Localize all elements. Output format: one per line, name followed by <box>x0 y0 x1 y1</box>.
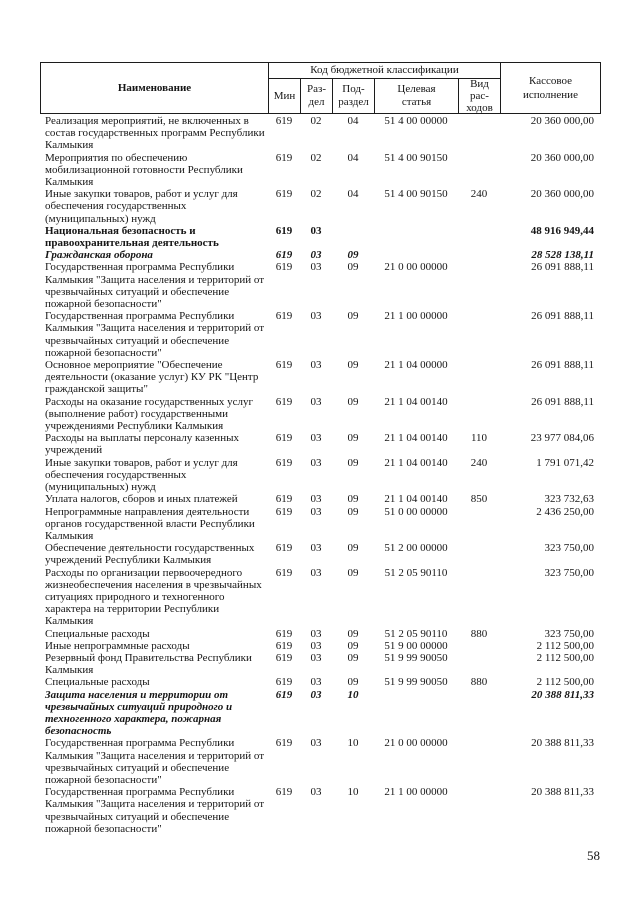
row-name-line: Калмыкия <box>45 139 94 152</box>
row-expense-type <box>458 359 500 396</box>
row-name-line: обеспечения государственных <box>45 468 187 481</box>
row-amount: 23 977 084,06 <box>530 432 594 445</box>
column-header-amount-line: исполнение <box>523 89 578 101</box>
row-name-line: ситуациях природного и техногенного <box>45 590 225 603</box>
row-target-article: 51 2 05 90110 <box>384 627 448 640</box>
row-razdel: 03 <box>310 566 322 579</box>
row-podrazdel: 04 <box>347 115 359 127</box>
column-header-podrazdel-line: Под- <box>342 83 365 95</box>
row-name-line: безопасность <box>45 725 112 738</box>
column-header-target-article-line: Целевая <box>397 83 436 95</box>
row-expense-type <box>458 310 500 359</box>
row-target-article: 21 1 00 00000 <box>384 310 448 323</box>
row-name <box>40 396 268 433</box>
row-expense-type <box>458 249 500 261</box>
row-target-article: 51 4 00 90150 <box>384 188 448 201</box>
row-min: 619 <box>275 432 293 445</box>
row-name <box>40 432 268 456</box>
row-target-article: 51 4 00 00000 <box>384 115 448 127</box>
row-min: 619 <box>275 310 293 323</box>
row-amount: 28 528 138,11 <box>531 249 594 262</box>
row-target-article <box>374 225 458 249</box>
row-razdel: 03 <box>310 395 322 408</box>
column-header-expense-type <box>459 79 500 113</box>
row-name <box>40 261 268 310</box>
row-razdel: 03 <box>310 542 322 555</box>
column-group-budget-code-label: Код бюджетной классификации <box>310 64 459 76</box>
row-expense-type <box>458 786 500 835</box>
row-expense-type <box>458 225 500 249</box>
row-razdel: 03 <box>310 505 322 518</box>
row-razdel: 03 <box>310 688 322 701</box>
table-row <box>40 261 600 310</box>
row-expense-type <box>458 640 500 652</box>
row-expense-type <box>458 396 500 433</box>
row-razdel: 03 <box>310 456 322 469</box>
row-amount: 2 112 500,00 <box>536 639 594 652</box>
row-name <box>40 225 268 249</box>
row-min: 619 <box>275 115 293 127</box>
row-name-line: Обеспечение деятельности государственных <box>45 542 255 555</box>
column-header-razdel-line: Раз- <box>306 83 326 95</box>
row-razdel: 02 <box>310 115 322 127</box>
column-header-razdel <box>301 79 332 113</box>
row-target-article: 21 1 04 00140 <box>384 432 448 445</box>
row-target-article: 51 0 00 00000 <box>384 505 448 518</box>
row-min: 619 <box>275 395 293 408</box>
row-razdel: 02 <box>310 151 322 164</box>
row-name-line: Специальные расходы <box>45 627 150 640</box>
row-name-line: техногенного характера, пожарная <box>45 712 222 725</box>
row-name-line: Непрограммные направления деятельности <box>45 505 250 518</box>
row-name-line: Мероприятия по обеспечению <box>45 151 188 164</box>
row-amount: 323 750,00 <box>544 566 594 579</box>
row-name-line: мобилизационной готовности Республики <box>45 163 243 176</box>
row-name <box>40 506 268 543</box>
row-min: 619 <box>275 188 293 201</box>
page-number: 58 <box>587 848 600 863</box>
row-podrazdel: 09 <box>347 432 359 445</box>
row-name <box>40 652 268 676</box>
row-name-line: пожарной безопасности" <box>45 773 162 786</box>
row-name-line: учреждениями Республики Калмыкия <box>45 420 224 433</box>
column-header-podrazdel <box>333 79 374 113</box>
row-target-article: 51 9 00 00000 <box>384 639 448 652</box>
table-row <box>40 628 600 640</box>
row-amount: 26 091 888,11 <box>531 261 594 274</box>
row-amount: 1 791 071,42 <box>536 456 594 469</box>
row-amount: 20 388 811,33 <box>531 688 594 701</box>
table-row <box>40 689 600 738</box>
row-podrazdel: 09 <box>347 456 359 469</box>
row-name <box>40 457 268 494</box>
table-row <box>40 115 600 152</box>
row-podrazdel: 09 <box>347 627 359 640</box>
row-expense-type <box>458 261 500 310</box>
table-row <box>40 457 600 494</box>
row-podrazdel: 10 <box>347 737 359 750</box>
budget-table-body <box>40 115 600 835</box>
row-name <box>40 310 268 359</box>
row-min: 619 <box>275 639 293 652</box>
row-name-line: Государственная программа Республики <box>45 737 235 750</box>
row-target-article: 51 2 05 90110 <box>384 566 448 579</box>
row-name <box>40 542 268 566</box>
table-row <box>40 359 600 396</box>
row-min: 619 <box>275 688 293 701</box>
row-name-line: чрезвычайных ситуаций и обеспечение <box>45 810 230 823</box>
row-amount: 48 916 949,44 <box>530 224 594 237</box>
row-amount: 323 750,00 <box>544 542 594 555</box>
row-name-line: органов государственной власти Республики <box>45 517 255 530</box>
row-podrazdel: 09 <box>347 359 359 372</box>
row-amount: 20 360 000,00 <box>530 188 594 201</box>
row-podrazdel: 09 <box>347 310 359 323</box>
row-name-line: Уплата налогов, сборов и иных платежей <box>45 493 238 506</box>
row-target-article: 21 1 00 00000 <box>384 786 448 799</box>
row-name-line: Государственная программа Республики <box>45 786 235 799</box>
row-name <box>40 567 268 628</box>
row-target-article: 21 0 00 00000 <box>384 737 448 750</box>
column-header-name <box>41 63 268 113</box>
row-razdel: 03 <box>310 786 322 799</box>
row-name-line: Калмыкия "Защита населения и территорий от <box>45 273 265 286</box>
row-expense-type <box>458 152 500 189</box>
row-podrazdel: 10 <box>347 786 359 799</box>
row-razdel: 03 <box>310 249 322 262</box>
row-expense-type <box>458 506 500 543</box>
row-name-line: Расходы на оказание государственных услуг <box>45 395 253 408</box>
row-target-article: 21 1 04 00000 <box>384 359 448 372</box>
row-name-line: Калмыкия <box>45 615 94 628</box>
row-razdel: 03 <box>310 359 322 372</box>
row-razdel: 03 <box>310 737 322 750</box>
column-header-podrazdel-line: раздел <box>338 96 369 108</box>
row-target-article: 51 9 99 90050 <box>384 651 448 664</box>
row-name <box>40 115 268 152</box>
row-amount: 26 091 888,11 <box>531 310 594 323</box>
row-min: 619 <box>275 505 293 518</box>
row-podrazdel: 09 <box>347 493 359 506</box>
table-row <box>40 249 600 261</box>
column-group-budget-code <box>269 63 500 78</box>
row-name-line: Расходы по организации первоочередного <box>45 566 243 579</box>
row-expense-type: 240 <box>470 188 488 201</box>
row-target-article <box>374 689 458 738</box>
row-name-line: (муниципальных) нужд <box>45 481 156 494</box>
row-target-article: 21 1 04 00140 <box>384 493 448 506</box>
row-expense-type <box>458 652 500 676</box>
table-row <box>40 652 600 676</box>
row-amount: 20 388 811,33 <box>531 786 594 799</box>
row-name-line: Гражданская оборона <box>45 249 153 262</box>
row-name <box>40 152 268 189</box>
row-name-line: правоохранительная деятельность <box>45 237 219 250</box>
header-rule-bottom <box>40 113 601 114</box>
row-razdel: 03 <box>310 432 322 445</box>
row-min: 619 <box>275 676 293 689</box>
row-name <box>40 249 268 261</box>
row-name-line: гражданской защиты" <box>45 383 148 396</box>
row-expense-type <box>458 542 500 566</box>
row-expense-type: 880 <box>470 627 488 640</box>
row-min: 619 <box>275 359 293 372</box>
row-razdel: 02 <box>310 188 322 201</box>
column-header-target-article-line: статья <box>401 96 432 108</box>
row-expense-type: 110 <box>470 432 488 445</box>
row-expense-type <box>458 737 500 786</box>
row-name-line: жизнеобеспечения населения в чрезвычайных <box>45 578 262 591</box>
row-podrazdel: 09 <box>347 542 359 555</box>
row-amount: 26 091 888,11 <box>531 359 594 372</box>
row-razdel: 03 <box>310 261 322 274</box>
row-amount: 26 091 888,11 <box>531 395 594 408</box>
table-row <box>40 567 600 628</box>
row-name <box>40 359 268 396</box>
row-name <box>40 628 268 640</box>
row-name-line: Калмыкия <box>45 176 94 189</box>
table-row <box>40 542 600 566</box>
row-target-article: 21 1 04 00140 <box>384 395 448 408</box>
row-amount: 20 360 000,00 <box>530 151 594 164</box>
row-min: 619 <box>275 151 293 164</box>
row-target-article: 51 9 99 90050 <box>384 676 448 689</box>
row-podrazdel: 09 <box>347 505 359 518</box>
header-rule-right <box>600 62 601 114</box>
row-expense-type: 240 <box>470 456 488 469</box>
row-min: 619 <box>275 651 293 664</box>
row-razdel: 03 <box>310 310 322 323</box>
row-name-line: Калмыкия "Защита населения и территорий от <box>45 798 265 811</box>
table-row <box>40 225 600 249</box>
table-row <box>40 786 600 835</box>
row-target-article: 51 2 00 00000 <box>384 542 448 555</box>
table-row <box>40 152 600 189</box>
row-amount: 323 732,63 <box>544 493 594 506</box>
row-name <box>40 689 268 738</box>
row-podrazdel: 09 <box>347 566 359 579</box>
row-name-line: Калмыкия "Защита населения и территорий от <box>45 322 265 335</box>
row-amount: 323 750,00 <box>544 627 594 640</box>
row-name <box>40 188 268 225</box>
row-name-line: Расходы на выплаты персоналу казенных <box>45 432 239 445</box>
row-min: 619 <box>275 261 293 274</box>
row-name-line: чрезвычайных ситуаций и обеспечение <box>45 334 230 347</box>
column-header-expense-type-line: Вид <box>470 78 489 90</box>
row-name-line: Иные закупки товаров, работ и услуг для <box>45 456 238 469</box>
row-name <box>40 640 268 652</box>
row-amount: 20 360 000,00 <box>530 115 594 127</box>
row-name-line: состав государственных программ Республики <box>45 127 265 140</box>
table-row <box>40 396 600 433</box>
table-row <box>40 188 600 225</box>
row-name-line: Калмыкия <box>45 529 94 542</box>
row-podrazdel <box>332 225 374 249</box>
row-name-line: обеспечения государственных <box>45 200 187 213</box>
row-amount: 2 436 250,00 <box>536 505 594 518</box>
row-name-line: пожарной безопасности" <box>45 346 162 359</box>
row-razdel: 03 <box>310 224 322 237</box>
row-name <box>40 737 268 786</box>
row-amount: 20 388 811,33 <box>531 737 594 750</box>
row-name-line: Основное мероприятие "Обеспечение <box>45 359 223 372</box>
row-name-line: Иные непрограммные расходы <box>45 639 190 652</box>
row-amount: 2 112 500,00 <box>536 651 594 664</box>
row-podrazdel: 04 <box>347 151 359 164</box>
row-expense-type <box>458 689 500 738</box>
row-min: 619 <box>275 566 293 579</box>
row-name-line: Специальные расходы <box>45 676 150 689</box>
row-min: 619 <box>275 786 293 799</box>
row-name-line: чрезвычайных ситуаций и обеспечение <box>45 761 230 774</box>
row-min: 619 <box>275 493 293 506</box>
row-name <box>40 493 268 505</box>
row-name-line: деятельности (оказание услуг) КУ РК "Центр <box>45 371 259 384</box>
column-header-expense-type-line: рас- <box>470 90 489 102</box>
row-name-line: характера на территории Республики <box>45 603 220 616</box>
column-header-razdel-line: дел <box>308 96 325 108</box>
table-row <box>40 310 600 359</box>
row-razdel: 03 <box>310 493 322 506</box>
column-header-expense-type-line: ходов <box>466 102 493 114</box>
row-podrazdel: 09 <box>347 676 359 689</box>
row-name-line: Государственная программа Республики <box>45 310 235 323</box>
row-expense-type <box>458 567 500 628</box>
row-amount: 2 112 500,00 <box>536 676 594 689</box>
row-target-article: 51 4 00 90150 <box>384 151 448 164</box>
row-expense-type <box>458 115 500 152</box>
row-podrazdel: 04 <box>347 188 359 201</box>
row-expense-type: 880 <box>470 676 488 689</box>
row-name-line: (выполнение работ) государственными <box>45 407 228 420</box>
row-podrazdel: 09 <box>347 261 359 274</box>
row-target-article: 21 0 00 00000 <box>384 261 448 274</box>
table-row <box>40 737 600 786</box>
row-podrazdel: 09 <box>347 249 359 262</box>
row-min: 619 <box>275 249 293 262</box>
row-name-line: Национальная безопасность и <box>45 224 196 237</box>
row-name <box>40 676 268 688</box>
row-podrazdel: 09 <box>347 395 359 408</box>
column-header-min <box>269 79 300 113</box>
table-row <box>40 640 600 652</box>
row-razdel: 03 <box>310 651 322 664</box>
row-name-line: чрезвычайных ситуаций природного и <box>45 700 233 713</box>
row-name-line: пожарной безопасности" <box>45 298 162 311</box>
row-name-line: Калмыкия "Защита населения и территорий от <box>45 749 265 762</box>
row-razdel: 03 <box>310 627 322 640</box>
column-header-amount-line: Кассовое <box>529 75 572 87</box>
row-min: 619 <box>275 224 293 237</box>
table-row <box>40 493 600 505</box>
row-name-line: учреждений <box>45 444 103 457</box>
row-name-line: Государственная программа Республики <box>45 261 235 274</box>
row-target-article <box>374 249 458 261</box>
row-min: 619 <box>275 456 293 469</box>
column-header-name-label: Наименование <box>117 81 192 94</box>
row-min: 619 <box>275 737 293 750</box>
row-name-line: (муниципальных) нужд <box>45 212 156 225</box>
row-razdel: 03 <box>310 639 322 652</box>
row-name-line: Реализация мероприятий, не включенных в <box>45 115 249 127</box>
row-name-line: Калмыкия <box>45 664 94 677</box>
row-expense-type: 850 <box>470 493 488 506</box>
column-header-amount <box>501 63 600 113</box>
row-name-line: Защита населения и территории от <box>45 688 229 701</box>
column-header-min-label: Мин <box>273 89 296 102</box>
row-podrazdel: 10 <box>347 688 359 701</box>
row-podrazdel: 09 <box>347 651 359 664</box>
row-min: 619 <box>275 542 293 555</box>
row-name-line: Резервный фонд Правительства Республики <box>45 651 252 664</box>
row-name-line: пожарной безопасности" <box>45 822 162 835</box>
row-target-article: 21 1 04 00140 <box>384 456 448 469</box>
table-row <box>40 432 600 456</box>
row-podrazdel: 09 <box>347 639 359 652</box>
row-min: 619 <box>275 627 293 640</box>
row-name <box>40 786 268 835</box>
column-header-target-article <box>375 79 458 113</box>
row-name-line: учреждений Республики Калмыкия <box>45 554 212 567</box>
row-razdel: 03 <box>310 676 322 689</box>
row-name-line: Иные закупки товаров, работ и услуг для <box>45 188 238 201</box>
table-row <box>40 676 600 688</box>
row-name-line: чрезвычайных ситуаций и обеспечение <box>45 285 230 298</box>
table-row <box>40 506 600 543</box>
